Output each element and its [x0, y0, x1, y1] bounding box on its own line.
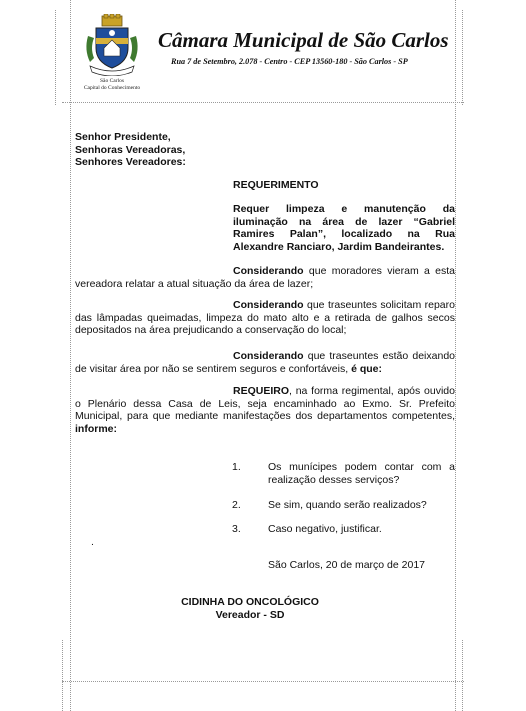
municipal-crest-icon [82, 14, 142, 76]
item-number-2: 2. [232, 499, 241, 511]
requeiro-text: , na forma regimental, após ouvido o Plenário dessa Casa de Leis, seja encaminhado ao Exmo. Sr. Prefeito Municipal, para que mediante manifestações dos departamentos competentes, [75, 385, 455, 422]
salutation-line-2: Senhoras Vereadoras, [75, 143, 186, 156]
considerando-lead: Considerando [233, 265, 304, 277]
considerando-paragraph-3 [75, 350, 455, 375]
signatory-name: CIDINHA DO ONCOLÓGICO [181, 596, 319, 608]
header-guide-right [462, 10, 463, 105]
considerando-lead: Considerando [233, 299, 304, 311]
organization-title: Câmara Municipal de São Carlos [158, 28, 449, 52]
considerando-paragraph-2 [75, 299, 455, 337]
crest-caption-line1: São Carlos [100, 78, 124, 84]
item-text-2: Se sim, quando serão realizados? [268, 499, 427, 511]
item-number-1: 1. [232, 461, 241, 473]
margin-guide-left [70, 0, 71, 711]
date-line: São Carlos, 20 de março de 2017 [268, 559, 426, 571]
considerando-text: que traseuntes estão deixando de visitar área por não se sentirem seguros e confortáveis, [75, 350, 455, 375]
margin-guide-top [62, 102, 464, 103]
requeiro-conclusion: informe: [75, 422, 117, 435]
considerando-conclusion: é que: [351, 362, 382, 375]
signatory-role: Vereador - SD [215, 608, 285, 621]
considerando-text: que moradores vieram a esta vereadora relatar a atual situação da área de lazer; [75, 265, 455, 290]
item-text-1: Os munícipes podem contar com a realização desses serviços? [268, 461, 455, 486]
header-guide-left [55, 10, 56, 105]
considerando-text: que traseuntes solicitam reparo das lâmpadas queimadas, limpeza do mato alto e a retirada de galhos secos depositados na área prejudicando a conservação do local; [75, 299, 455, 336]
signature-block [170, 596, 330, 621]
item-text-3: Caso negativo, justificar. [268, 523, 382, 535]
considerando-lead: Considerando [233, 350, 304, 362]
crest-caption [72, 78, 152, 92]
considerando-paragraph-1 [75, 265, 455, 290]
salutation-line-3: Senhores Vereadores: [75, 156, 186, 168]
requeiro-lead: REQUEIRO [233, 385, 290, 397]
stray-mark: . [91, 536, 94, 548]
margin-guide-bottom [62, 681, 464, 682]
salutation-line-1: Senhor Presidente, [75, 131, 171, 143]
organization-address: Rua 7 de Setembro, 2.078 - Centro - CEP 13560-180 - São Carlos - SP [171, 57, 408, 66]
requeiro-paragraph [75, 385, 455, 435]
item-number-3: 3. [232, 523, 241, 535]
document-type-heading: REQUERIMENTO [233, 179, 319, 191]
request-summary: Requer limpeza e manutenção da iluminação na área de lazer “Gabriel Ramires Palan”, localizado na Rua Alexandre Ranciaro, Jardim Bandeirantes. [233, 203, 455, 253]
footer-guide-right [462, 640, 463, 711]
crest-caption-line2: Capital do Conhecimento [83, 85, 141, 91]
footer-guide-left [62, 640, 63, 711]
salutation-block [75, 131, 275, 169]
margin-guide-right [455, 0, 456, 711]
